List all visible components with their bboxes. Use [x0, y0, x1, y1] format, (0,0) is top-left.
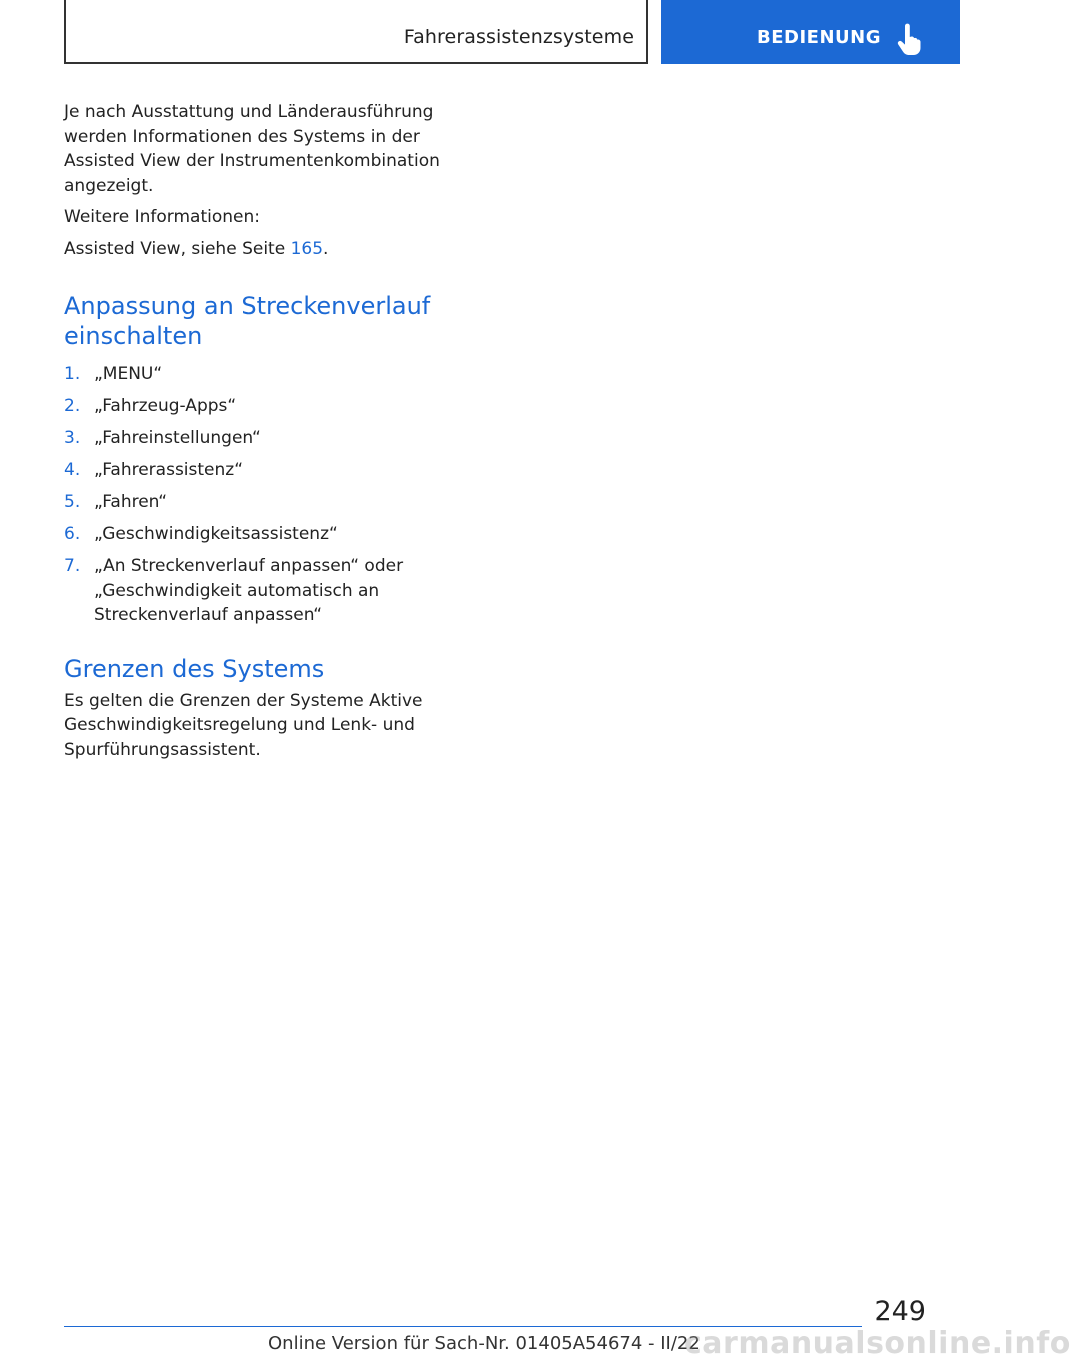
- step-number: 1.: [64, 364, 81, 384]
- reference-text: Assisted View, siehe Seite: [64, 238, 291, 259]
- step-number: 6.: [64, 524, 81, 544]
- step-text: „MENU“: [94, 364, 163, 384]
- step-text: „Fahrzeug-Apps“: [94, 396, 237, 416]
- steps-list: [64, 362, 484, 628]
- reference-line: [64, 237, 484, 262]
- step-text: „An Streckenverlauf anpassen“ oder „Geschwindigkeit automatisch an Streckenverlauf anpassen“: [94, 556, 404, 625]
- header-section-box: [64, 0, 648, 64]
- header-chapter-tab[interactable]: [661, 0, 960, 64]
- intro-paragraph: Je nach Ausstattung und Länderausführung werden Informationen des Systems in der Assisted View der Instrumentenkombination angezeigt.: [64, 102, 440, 196]
- list-item: [64, 394, 484, 419]
- watermark-text: carmanualsonline.info: [684, 1326, 1071, 1361]
- pointing-hand-icon: [896, 24, 922, 56]
- online-version-text: Online Version für Sach-Nr. 01405A54674 - II/22: [268, 1333, 700, 1354]
- step-number: 3.: [64, 428, 81, 448]
- heading-enable: Anpassung an Streckenverlauf einschalten: [64, 292, 431, 350]
- list-item: [64, 362, 484, 387]
- step-number: 4.: [64, 460, 81, 480]
- limits-paragraph: Es gelten die Grenzen der Systeme Aktive Geschwindigkeitsregelung und Lenk- und Spurführungsassistent.: [64, 690, 423, 760]
- page-number: 249: [874, 1296, 926, 1327]
- step-text: „Fahren“: [94, 492, 168, 512]
- step-text: „Fahrerassistenz“: [94, 460, 244, 480]
- reference-suffix: .: [323, 238, 329, 259]
- step-text: „Fahreinstellungen“: [94, 428, 261, 448]
- list-item: [64, 458, 484, 483]
- step-number: 2.: [64, 396, 81, 416]
- list-item: [64, 490, 484, 515]
- main-content: [64, 100, 484, 769]
- section-title: Fahrerassistenzsysteme: [403, 26, 634, 48]
- page-reference-link[interactable]: 165: [290, 238, 324, 259]
- step-number: 7.: [64, 556, 81, 576]
- step-number: 5.: [64, 492, 81, 512]
- chapter-title: BEDIENUNG: [757, 27, 881, 48]
- list-item: [64, 522, 484, 547]
- list-item: [64, 554, 484, 628]
- heading-limits: Grenzen des Systems: [64, 654, 325, 683]
- list-item: [64, 426, 484, 451]
- more-info-label: Weitere Informationen:: [64, 207, 260, 227]
- step-text: „Geschwindigkeitsassistenz“: [94, 524, 338, 544]
